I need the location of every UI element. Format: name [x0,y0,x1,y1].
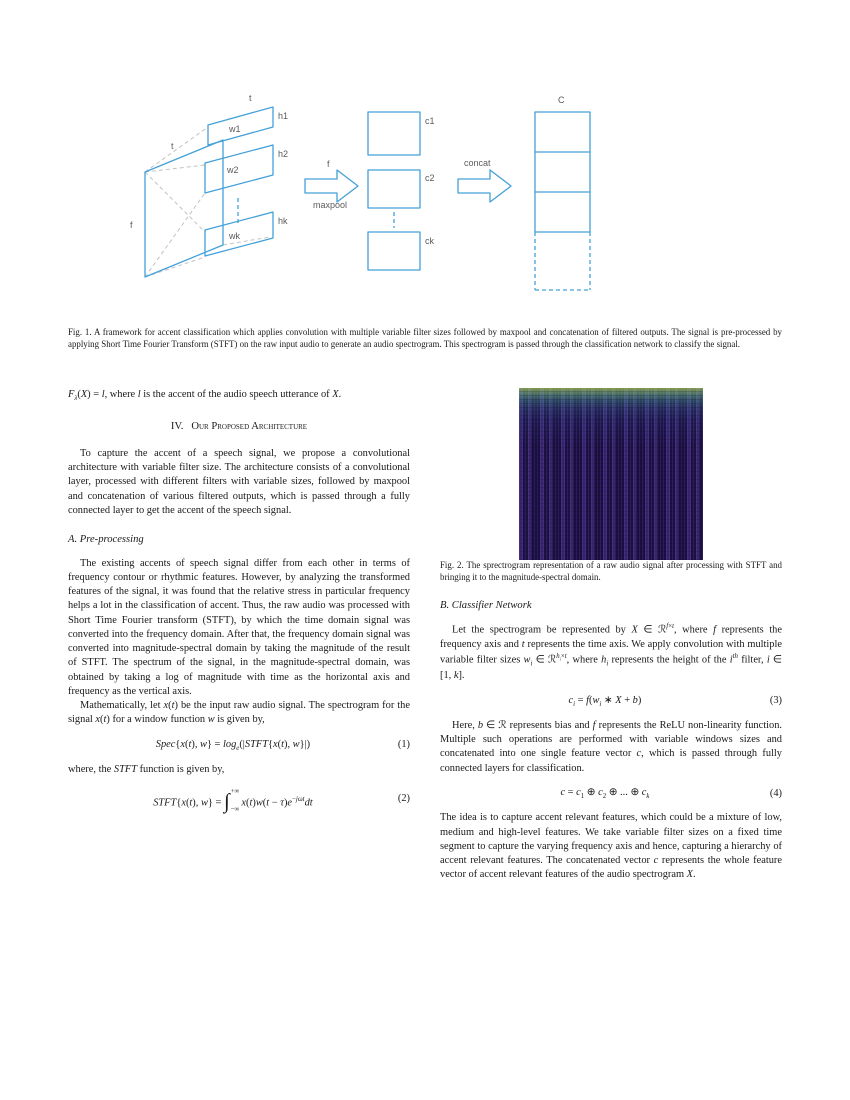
label-t-input: t [171,141,174,151]
label-c1: c1 [425,116,435,126]
maxpool-arrow [305,170,358,202]
equation-1-number: (1) [397,739,410,751]
label-hk: hk [278,216,288,226]
label-h1: h1 [278,111,289,121]
equation-1-body: Spec{x(t), $w\} = \log_e(|STFT\{x(t)$, w}|) [155,738,311,752]
equation-3-body: $c_i = f(w_i$ ∗ X + b) [568,694,642,708]
label-t-filter: t [249,93,252,103]
left-column [68,388,410,883]
label-h2: h2 [278,149,289,159]
label-ck: ck [425,236,434,246]
label-w1: w1 [229,124,241,134]
equation-3 [440,694,782,709]
equation-2-number: (2) [397,793,410,805]
subsection-heading-preprocessing: A. Pre-processing [68,534,144,546]
paragraph-where-stft: where, the STFT function is given by, [68,764,225,776]
equation-2-body: STFT{x(t), w} = ∫ +∞ −∞ $x(t)w(t - \tau)e^{-j\omega t}dt$ [153,788,313,813]
paragraph-preprocessing: The existing accents of speech signal differ from each other in terms of frequency contour or rhythmic features. However, by analyzing the transformed features of the signal, it was found that the relative stress in particular frequency helps a lot in the classification of accent. Thus, the raw audio was processed with Short Time Fourier transform (STFT), by which the time domain signal was converted into the frequency domain. After that, the frequency domain signal was converted into magnitude-spectral domain by taking the magnitude of the result of STFT. The spectrum of the signal, in the magnitude-spectral domain, was obtained by taking a log of magnitude with time as the horizontal axis and frequency as the vertical axis. [68,557,410,697]
paragraph-idea: The idea is to capture accent relevant features, which could be a mixture of low, medium and high-level features. We take variable filter sizes on a fixed time segment to capture the varying frequency axis and hence, capturing a hierarchy of accent relevant features. The concatenated vector c represents the whole feature vector of accent relevant features of the audio spectrogram X. [440,812,782,881]
c1-box [368,112,420,155]
body-columns [68,388,782,883]
figure1 [125,85,725,309]
label-f-input: f [130,220,133,230]
paragraph-proposal: To capture the accent of a speech signal, we propose a convolutional architecture with variable filter size. The architecture consists of a convolutional layer, processed with different filters with variable sizes, followed by maxpool and concatenation of various filtered outputs, which is passed through a fully connected layer to get the accent of the speech signal. [68,447,410,516]
equation-2 [68,787,410,811]
section-heading-proposed-architecture: IV. Our Proposed Architecture [170,421,308,433]
equation-4-number: (4) [769,787,782,799]
equation-3-number: (3) [769,695,782,707]
c2-box [368,170,420,208]
label-maxpool: maxpool [313,200,348,210]
concat-output-continuation [535,232,590,290]
subsection-heading-classifier-network: B. Classifier Network [440,599,532,611]
label-C: C [558,95,565,105]
input-spectrogram-box [145,140,223,277]
ck-box [368,232,420,270]
figure2-caption: Fig. 2. The sprectrogram representation of a raw audio signal after processing with STFT and bringing it to the magnitude-spectral domain. [440,560,782,582]
paragraph-classifier: Let the spectrogram be represented by X ∈ ℛ$^{f\times t}$, where f represents the frequency axis and t represents the time axis. We apply convolution with multiple variable filter sizes $w_i$ ∈ ℛ$^{h_i\times t}$, where $h_i$ represents the height of the $i^{th}$ filter, i ∈ [1, k]. [440,623,782,682]
figure1-diagram [125,85,725,309]
concat-arrow [458,170,511,202]
right-column [440,388,782,883]
paragraph-bias-relu: Here, b ∈ ℛ represents bias and f represents the ReLU non-linearity function. Multiple such operations are performed with variable windows sizes and concatenated into one single feature vector c, which is passed through fully connected layers for classification. [440,719,782,774]
figure2-spectrogram-image [519,388,703,560]
equation-1 [68,738,410,753]
figure1-caption: Fig. 1. A framework for accent classification which applies convolution with multiple variable filter sizes followed by maxpool and concatenation of filtered outputs. The signal is pre-processed by applying Short Time Fourier Transform (STFT) on the raw input audio to generate an audio spectrogram. This spectrogram is passed through the classification network to classify the signal. [68,326,782,349]
equation-4-body: $c = c_1$ ⊕ $c_2$ ⊕ ... ⊕ $c_k$ [560,786,650,801]
projection-lines [145,127,270,277]
label-w2: w2 [227,165,239,175]
paragraph-math-intro: Mathematically, let x(t) be the input raw audio signal. The spectrogram for the signal x(t) for a window function w is given by, [68,700,410,726]
filter-w2-box [205,145,273,193]
concat-output-box [535,112,590,232]
label-wk: wk [229,231,240,241]
label-concat: concat [464,158,491,168]
label-c2: c2 [425,173,435,183]
paragraph-continuation: $F_\lambda(X) = l$, where l is the accent of the audio speech utterance of X. [68,389,342,403]
label-arrow-f: f [327,159,330,169]
equation-4 [440,786,782,801]
